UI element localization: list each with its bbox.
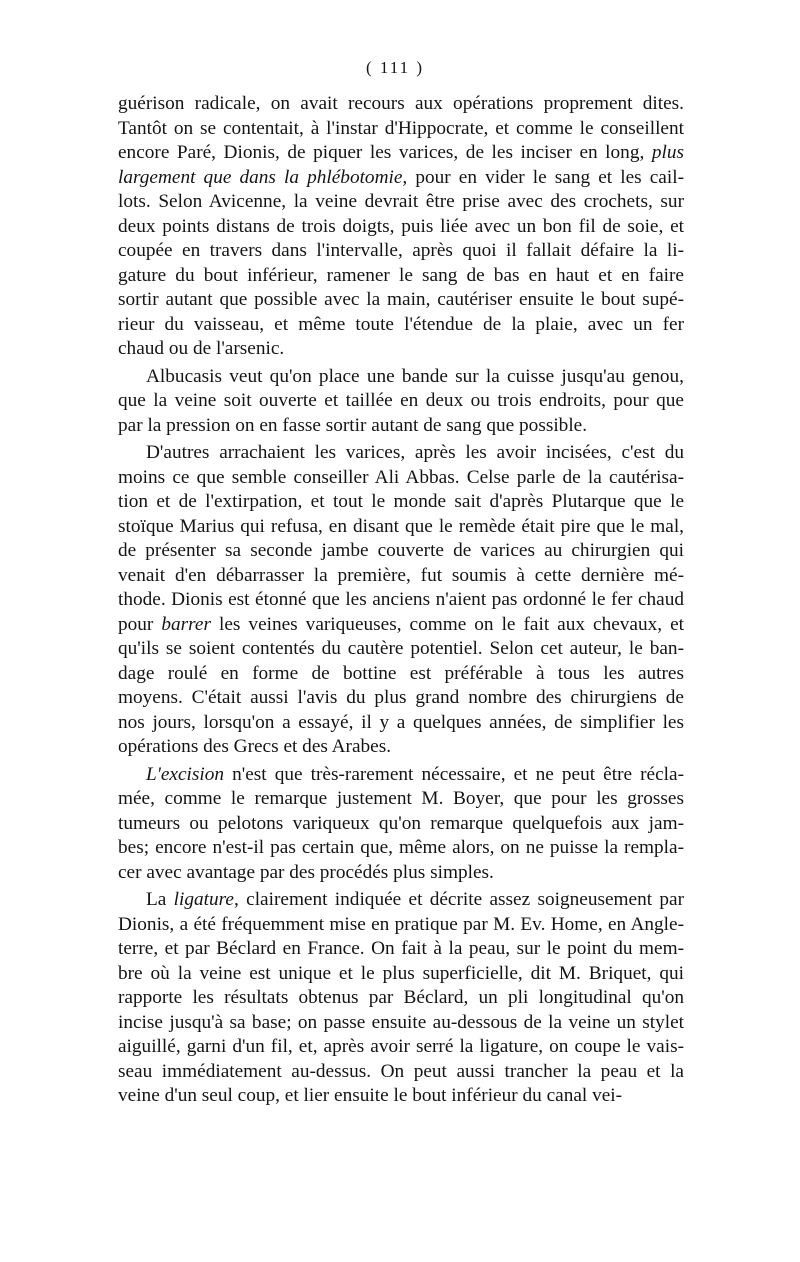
text-line	[118, 564, 684, 589]
text-segment: venait d'en débarrasser la première, fut soumis à cette dernière mé-	[118, 564, 684, 586]
text-line	[118, 686, 684, 711]
text-segment: moyens. C'était aussi l'avis du plus grand nombre des chirurgiens de	[118, 687, 684, 708]
text-line	[118, 763, 684, 788]
text-segment: bes; encore n'est-il pas certain que, même alors, on ne puisse la rempla-	[118, 837, 684, 858]
italic-text: largement que dans la phlébotomie,	[118, 166, 408, 188]
text-segment: terre, et par Béclard en France. On fait à la peau, sur le point du mem-	[118, 938, 684, 959]
body-text	[118, 92, 684, 1112]
text-line	[118, 441, 684, 466]
text-segment: rieur du vaisseau, et même toute l'étendue de la plaie, avec un fer	[118, 313, 684, 335]
text-segment: opérations des Grecs et des Arabes.	[118, 736, 392, 757]
text-line	[118, 539, 684, 564]
text-segment: gature du bout inférieur, ramener le sang de bas en haut et en faire	[118, 264, 684, 286]
text-line	[118, 836, 684, 861]
text-segment: stoïque Marius qui refusa, en disant que le remède était pire que le mal,	[118, 515, 684, 537]
text-segment: dage roulé en forme de bottine est préférable à tous les autres	[118, 662, 684, 684]
paragraph	[118, 888, 684, 1109]
text-segment: encore Paré, Dionis, de piquer les varices, de les inciser en long,	[118, 142, 652, 163]
text-line	[118, 1011, 684, 1036]
text-line	[118, 1084, 684, 1109]
text-segment: par la pression on en fasse sortir autant de sang que possible.	[118, 414, 588, 436]
text-line	[118, 215, 684, 240]
text-segment: sortir autant que possible avec la main, cautériser ensuite le bout supé-	[118, 289, 684, 310]
text-segment: D'autres arrachaient les varices, après les avoir incisées, c'est du	[146, 442, 684, 463]
page-number: ( 111 )	[365, 58, 425, 77]
text-line	[118, 389, 684, 414]
text-line	[118, 337, 684, 362]
paragraph	[118, 92, 684, 362]
text-line	[118, 264, 684, 289]
text-segment: moins ce que semble conseiller Ali Abbas. Celse parle de la cautérisa-	[118, 466, 684, 488]
text-segment: lots. Selon Avicenne, la veine devrait être prise avec des crochets, sur	[118, 191, 684, 212]
text-segment: Tantôt on se contentait, à l'instar d'Hippocrate, et comme le conseillent	[118, 117, 684, 139]
italic-text: ligature	[173, 889, 234, 910]
text-line	[118, 913, 684, 938]
text-line	[118, 141, 684, 166]
text-segment: Albucasis veut qu'on place une bande sur la cuisse jusqu'au genou,	[146, 365, 684, 387]
text-line	[118, 313, 684, 338]
text-segment: La	[146, 889, 174, 910]
text-segment: tion et de l'extirpation, et tout le monde sait d'après Plutarque que le	[118, 491, 684, 512]
text-line	[118, 92, 684, 117]
text-line	[118, 637, 684, 662]
italic-text: barrer	[161, 613, 211, 635]
text-line	[118, 735, 684, 760]
text-line	[118, 190, 684, 215]
text-segment: les veines variqueuses, comme on le fait aux chevaux, et	[211, 613, 684, 635]
text-segment: que la veine soit ouverte et taillée en deux ou trois endroits, pour que	[118, 390, 684, 411]
text-line	[118, 888, 684, 913]
text-segment: guérison radicale, on avait recours aux opérations proprement dites.	[118, 93, 684, 114]
text-segment: cer avec avantage par des procédés plus simples.	[118, 861, 494, 883]
paragraph	[118, 365, 684, 439]
text-line	[118, 365, 684, 390]
text-segment: bre où la veine est unique et le plus superficielle, dit M. Briquet, qui	[118, 962, 684, 984]
text-line	[118, 490, 684, 515]
text-line	[118, 166, 684, 191]
text-segment: veine d'un seul coup, et lier ensuite le bout inférieur du canal vei-	[118, 1085, 623, 1106]
italic-text: plus	[651, 142, 684, 163]
text-line	[118, 662, 684, 687]
text-segment: coupée en travers dans l'intervalle, après quoi il fallait défaire la li-	[118, 240, 684, 261]
text-segment: Dionis, a été fréquemment mise en pratique par M. Ev. Home, en Angle-	[118, 913, 684, 935]
text-line	[118, 1035, 684, 1060]
text-segment: thode. Dionis est étonné que les anciens n'aient pas ordonné le fer chaud	[118, 589, 684, 610]
text-segment: pour en vider le sang et les cail-	[407, 166, 684, 188]
text-line	[118, 937, 684, 962]
paragraph	[118, 441, 684, 760]
text-line	[118, 711, 684, 736]
text-line	[118, 812, 684, 837]
text-segment: incise jusqu'à sa base; on passe ensuite au-dessous de la veine un stylet	[118, 1011, 684, 1033]
text-segment: mée, comme le remarque justement M. Boyer, que pour les grosses	[118, 788, 684, 809]
text-line	[118, 117, 684, 142]
text-line	[118, 239, 684, 264]
text-segment: aiguillé, garni d'un fil, et, après avoir serré la ligature, on coupe le vais-	[118, 1036, 684, 1057]
text-segment: pour	[118, 613, 162, 635]
text-line	[118, 588, 684, 613]
text-line	[118, 515, 684, 540]
text-segment: chaud ou de l'arsenic.	[118, 338, 285, 359]
text-segment: n'est que très-rarement nécessaire, et ne peut être récla-	[224, 763, 684, 785]
text-line	[118, 414, 684, 439]
text-line	[118, 861, 684, 886]
italic-text: L'excision	[146, 763, 225, 785]
text-segment: nos jours, lorsqu'on a essayé, il y a quelques années, de simplifier les	[118, 711, 684, 733]
text-line	[118, 466, 684, 491]
text-segment: deux points distans de trois doigts, puis liée avec un bon fil de soie, et	[118, 215, 684, 237]
text-line	[118, 613, 684, 638]
text-segment: tumeurs ou pelotons variqueux qu'on remarque quelquefois aux jam-	[118, 812, 684, 834]
text-segment: de présenter sa seconde jambe couverte de varices au chirurgien qui	[118, 540, 684, 561]
paragraph	[118, 763, 684, 886]
text-segment: , clairement indiquée et décrite assez soigneusement par	[234, 889, 684, 910]
text-line	[118, 986, 684, 1011]
text-line	[118, 787, 684, 812]
text-segment: seau immédiatement au-dessus. On peut aussi trancher la peau et la	[118, 1060, 684, 1082]
text-line	[118, 1060, 684, 1085]
text-segment: rapporte les résultats obtenus par Béclard, un pli longitudinal qu'on	[118, 987, 684, 1008]
text-segment: qu'ils se soient contentés du cautère potentiel. Selon cet auteur, le ban-	[118, 638, 684, 659]
text-line	[118, 962, 684, 987]
text-line	[118, 288, 684, 313]
